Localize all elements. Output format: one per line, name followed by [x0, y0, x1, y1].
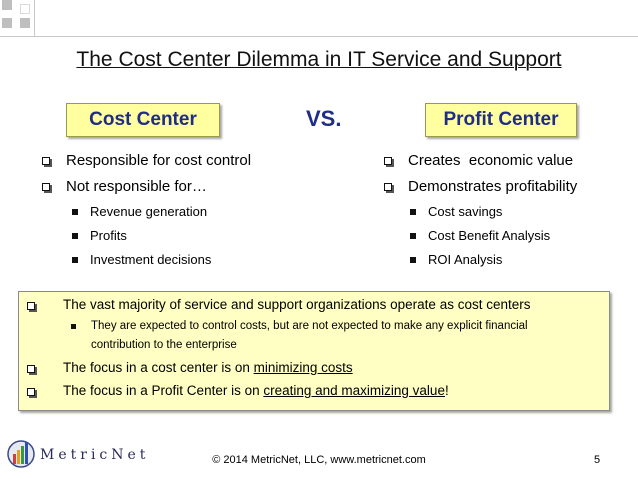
top-rule — [0, 36, 638, 37]
sub-list-item: Investment decisions — [40, 248, 251, 272]
square-bullet-icon — [42, 183, 50, 191]
filled-square-bullet-icon — [72, 257, 78, 263]
page-number: 5 — [594, 454, 601, 466]
vs-label: VS. — [306, 106, 342, 131]
metricnet-logo-icon — [6, 432, 36, 472]
square-bullet-icon — [384, 157, 392, 165]
minimizing-costs-text: minimizing costs — [253, 360, 353, 375]
filled-square-bullet-icon — [71, 324, 76, 329]
logo-text: MetricNet — [40, 447, 150, 463]
square-bullet-icon — [42, 157, 50, 165]
slide-title: The Cost Center Dilemma in IT Service and Support — [76, 48, 562, 71]
list-item: Creates economic value — [382, 148, 577, 174]
sub-list-item: Revenue generation — [40, 200, 251, 224]
list-item: Responsible for cost control — [40, 148, 251, 174]
square-bullet-icon — [384, 183, 392, 191]
cost-center-bullets — [40, 148, 251, 272]
sub-list-item: Cost savings — [382, 200, 577, 224]
summary-line-1: The vast majority of service and support organizations operate as cost centers — [63, 297, 531, 312]
summary-sub-line-2: contribution to the enterprise — [91, 339, 237, 351]
filled-square-bullet-icon — [72, 209, 78, 215]
summary-line-3: The focus in a Profit Center is on creating and maximizing value! — [63, 383, 449, 398]
footer-copyright: © 2014 MetricNet, LLC, www.metricnet.com — [212, 454, 426, 466]
square-bullet-icon — [27, 302, 35, 310]
filled-square-bullet-icon — [410, 209, 416, 215]
profit-center-bullets — [382, 148, 577, 272]
square-bullet-icon — [27, 365, 35, 373]
filled-square-bullet-icon — [410, 257, 416, 263]
square-bullet-icon — [27, 388, 35, 396]
summary-sub-line-1: They are expected to control costs, but are not expected to make any explicit financial — [91, 320, 528, 332]
list-item: Not responsible for… — [40, 174, 251, 200]
sub-list-item: Cost Benefit Analysis — [382, 224, 577, 248]
sub-list-item: Profits — [40, 224, 251, 248]
filled-square-bullet-icon — [410, 233, 416, 239]
cost-center-label: Cost Center — [89, 109, 197, 130]
profit-center-box — [425, 103, 577, 137]
sub-list-item: ROI Analysis — [382, 248, 577, 272]
cost-center-box — [66, 103, 220, 137]
list-item: Demonstrates profitability — [382, 174, 577, 200]
profit-center-label: Profit Center — [443, 109, 559, 130]
summary-box — [18, 291, 610, 411]
side-rule — [34, 0, 35, 36]
creating-value-text: creating and maximizing value — [263, 383, 445, 398]
filled-square-bullet-icon — [72, 233, 78, 239]
summary-line-2: The focus in a cost center is on minimizing costs — [63, 360, 353, 375]
